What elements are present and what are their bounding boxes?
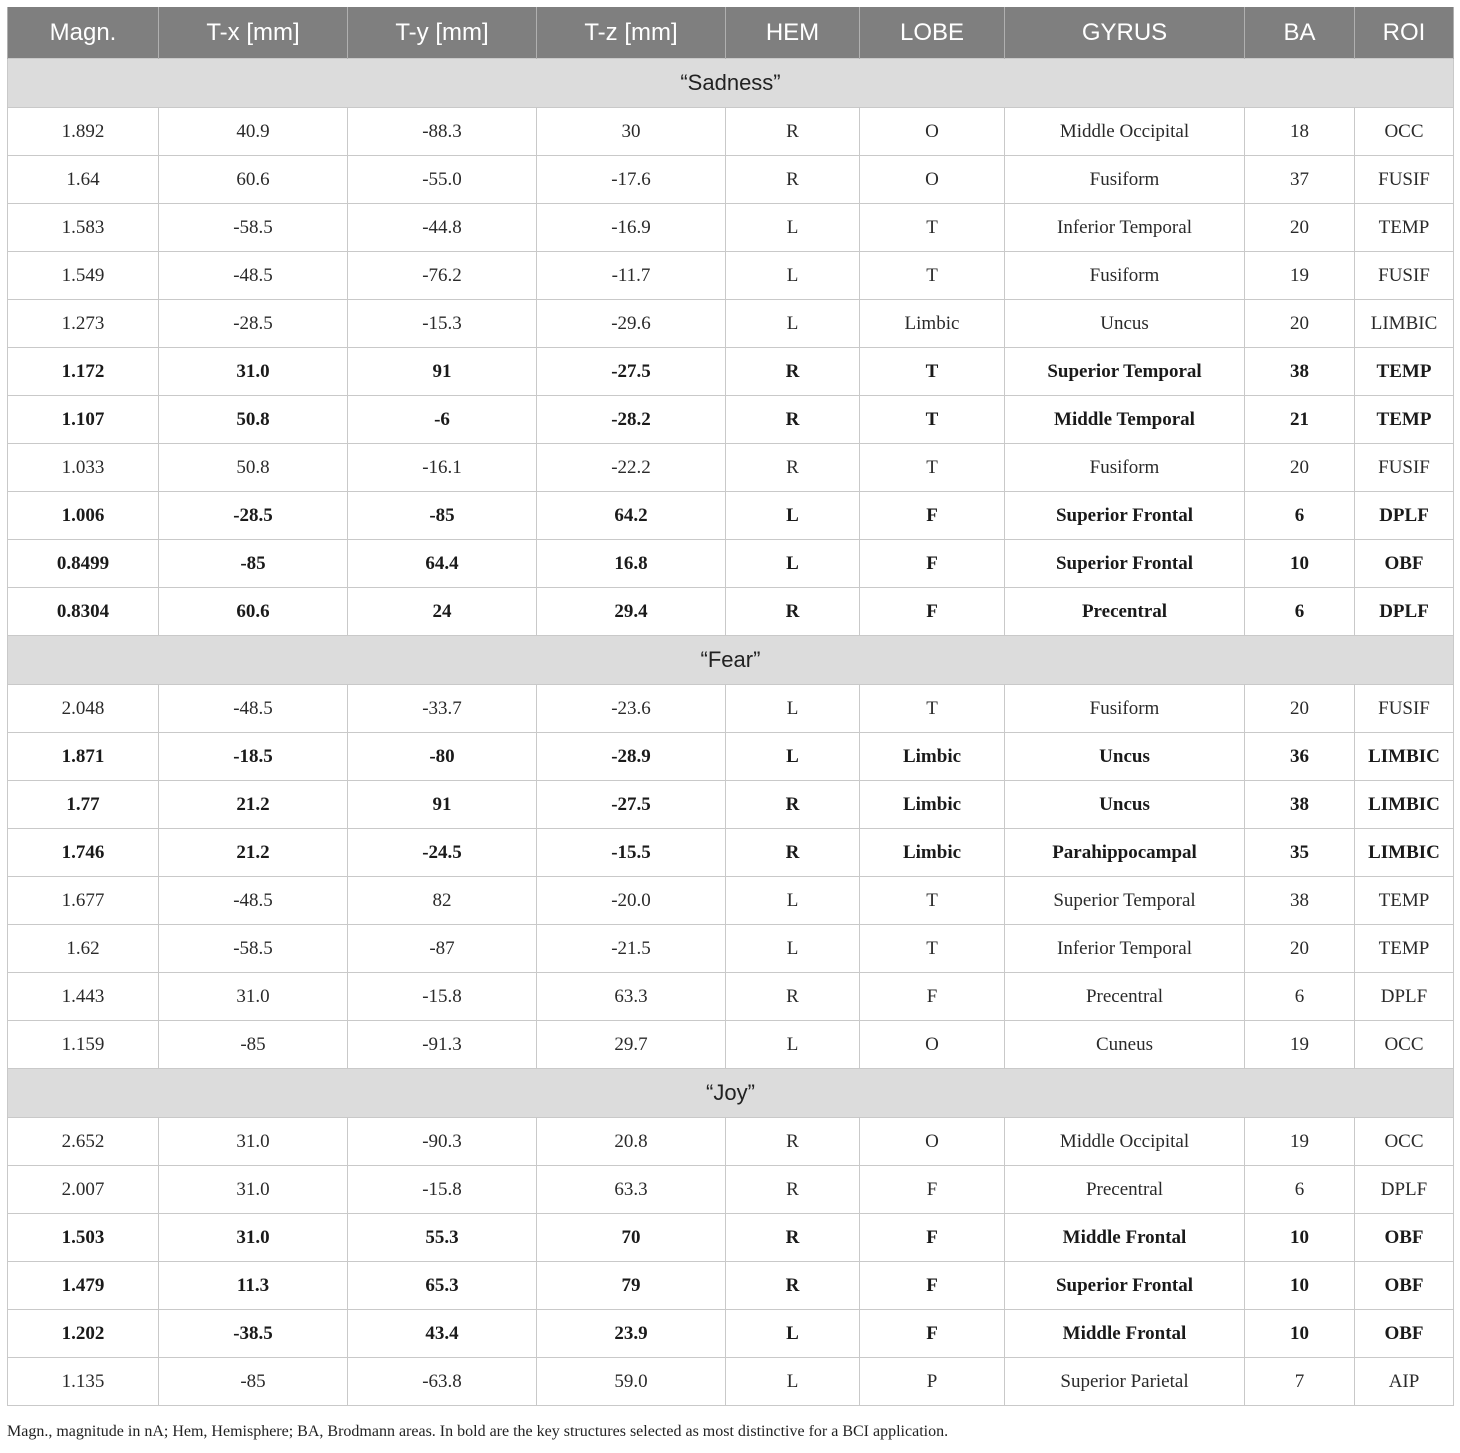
header-row (8, 7, 1454, 59)
table-cell: 65.3 (348, 1262, 537, 1310)
table-cell: 1.583 (8, 204, 159, 252)
table-cell: Middle Frontal (1005, 1214, 1245, 1262)
table-cell: 21.2 (159, 829, 348, 877)
column-header: Magn. (8, 7, 159, 59)
table-cell: -15.8 (348, 973, 537, 1021)
table-cell: 1.202 (8, 1310, 159, 1358)
table-cell: LIMBIC (1355, 300, 1454, 348)
table-row (8, 781, 1454, 829)
table-cell: -27.5 (537, 348, 726, 396)
table-cell: 1.159 (8, 1021, 159, 1069)
table-cell: 20 (1245, 300, 1355, 348)
table-cell: 64.4 (348, 540, 537, 588)
table-cell: -55.0 (348, 156, 537, 204)
table-cell: -21.5 (537, 925, 726, 973)
table-cell: Superior Frontal (1005, 1262, 1245, 1310)
table-cell: -76.2 (348, 252, 537, 300)
table-cell: Fusiform (1005, 685, 1245, 733)
table-cell: -91.3 (348, 1021, 537, 1069)
table-cell: 1.62 (8, 925, 159, 973)
table-cell: -23.6 (537, 685, 726, 733)
table-cell: Middle Temporal (1005, 396, 1245, 444)
table-cell: O (860, 108, 1005, 156)
table-cell: F (860, 540, 1005, 588)
table-row (8, 733, 1454, 781)
table-cell: Middle Frontal (1005, 1310, 1245, 1358)
column-header: T-x [mm] (159, 7, 348, 59)
table-cell: 1.64 (8, 156, 159, 204)
table-cell: 63.3 (537, 973, 726, 1021)
table-row (8, 1358, 1454, 1406)
table-cell: FUSIF (1355, 252, 1454, 300)
table-cell: 31.0 (159, 1166, 348, 1214)
table-cell: Middle Occipital (1005, 1118, 1245, 1166)
table-cell: DPLF (1355, 588, 1454, 636)
table-cell: 1.549 (8, 252, 159, 300)
table-row (8, 1166, 1454, 1214)
table-cell: O (860, 1118, 1005, 1166)
table-cell: 91 (348, 781, 537, 829)
table-cell: L (726, 204, 860, 252)
table-row (8, 540, 1454, 588)
table-cell: 23.9 (537, 1310, 726, 1358)
table-cell: Uncus (1005, 781, 1245, 829)
table-cell: Superior Temporal (1005, 348, 1245, 396)
table-cell: -28.5 (159, 492, 348, 540)
table-cell: L (726, 1310, 860, 1358)
table-cell: LIMBIC (1355, 829, 1454, 877)
table-row (8, 1118, 1454, 1166)
table-cell: Cuneus (1005, 1021, 1245, 1069)
table-cell: 1.107 (8, 396, 159, 444)
table-cell: 6 (1245, 588, 1355, 636)
table-cell: Limbic (860, 300, 1005, 348)
table-cell: F (860, 1166, 1005, 1214)
table-cell: 20.8 (537, 1118, 726, 1166)
table-cell: 19 (1245, 1021, 1355, 1069)
table-cell: OCC (1355, 108, 1454, 156)
table-cell: -85 (159, 1358, 348, 1406)
table-cell: OBF (1355, 540, 1454, 588)
table-cell: 29.4 (537, 588, 726, 636)
table-cell: -22.2 (537, 444, 726, 492)
table-cell: R (726, 156, 860, 204)
column-header: T-y [mm] (348, 7, 537, 59)
group-header-row (8, 1069, 1454, 1118)
table-cell: -28.2 (537, 396, 726, 444)
table-cell: L (726, 492, 860, 540)
table-cell: 10 (1245, 1262, 1355, 1310)
table-cell: 19 (1245, 1118, 1355, 1166)
table-cell: Superior Frontal (1005, 492, 1245, 540)
table-cell: L (726, 252, 860, 300)
table-cell: -6 (348, 396, 537, 444)
table-cell: -18.5 (159, 733, 348, 781)
table-cell: 2.007 (8, 1166, 159, 1214)
table-cell: Precentral (1005, 1166, 1245, 1214)
table-cell: R (726, 396, 860, 444)
table-cell: 1.746 (8, 829, 159, 877)
table-cell: 50.8 (159, 444, 348, 492)
table-cell: 40.9 (159, 108, 348, 156)
table-cell: 1.503 (8, 1214, 159, 1262)
table-cell: 1.479 (8, 1262, 159, 1310)
column-header: HEM (726, 7, 860, 59)
table-row (8, 973, 1454, 1021)
table-cell: 55.3 (348, 1214, 537, 1262)
table-cell: R (726, 348, 860, 396)
table-cell: R (726, 829, 860, 877)
table-row (8, 396, 1454, 444)
table-cell: Precentral (1005, 973, 1245, 1021)
table-cell: -24.5 (348, 829, 537, 877)
table-cell: L (726, 1358, 860, 1406)
table-cell: -63.8 (348, 1358, 537, 1406)
table-cell: 20 (1245, 925, 1355, 973)
table-cell: 20 (1245, 444, 1355, 492)
table-row (8, 348, 1454, 396)
group-label: “Joy” (8, 1069, 1454, 1118)
table-cell: F (860, 1214, 1005, 1262)
table-cell: LIMBIC (1355, 733, 1454, 781)
table-row (8, 1214, 1454, 1262)
table-cell: 21 (1245, 396, 1355, 444)
table-cell: 35 (1245, 829, 1355, 877)
table-cell: 20 (1245, 204, 1355, 252)
table-row (8, 108, 1454, 156)
table-cell: 37 (1245, 156, 1355, 204)
table-cell: 6 (1245, 1166, 1355, 1214)
table-cell: 64.2 (537, 492, 726, 540)
table-cell: TEMP (1355, 396, 1454, 444)
table-cell: DPLF (1355, 973, 1454, 1021)
table-cell: L (726, 877, 860, 925)
table-cell: Parahippocampal (1005, 829, 1245, 877)
table-cell: 10 (1245, 1310, 1355, 1358)
table-cell: Uncus (1005, 733, 1245, 781)
table-row (8, 829, 1454, 877)
table-cell: F (860, 588, 1005, 636)
source-localization-table (7, 7, 1454, 1406)
table-body (8, 59, 1454, 1406)
table-row (8, 444, 1454, 492)
group-header-row (8, 636, 1454, 685)
table-cell: 50.8 (159, 396, 348, 444)
table-cell: -27.5 (537, 781, 726, 829)
group-header-row (8, 59, 1454, 108)
table-cell: R (726, 1118, 860, 1166)
group-label: “Sadness” (8, 59, 1454, 108)
table-cell: 31.0 (159, 1118, 348, 1166)
table-cell: T (860, 925, 1005, 973)
table-row (8, 1262, 1454, 1310)
column-header: ROI (1355, 7, 1454, 59)
table-cell: T (860, 877, 1005, 925)
table-cell: 1.273 (8, 300, 159, 348)
table-cell: DPLF (1355, 1166, 1454, 1214)
table-row (8, 252, 1454, 300)
table-cell: FUSIF (1355, 685, 1454, 733)
table-cell: TEMP (1355, 925, 1454, 973)
table-row (8, 492, 1454, 540)
table-cell: 10 (1245, 1214, 1355, 1262)
table-cell: 43.4 (348, 1310, 537, 1358)
table-cell: 24 (348, 588, 537, 636)
table-cell: T (860, 396, 1005, 444)
table-footnote: Magn., magnitude in nA; Hem, Hemisphere; BA, Brodmann areas. In bold are the key structures selected as most distinctive for a BCI application. (7, 1423, 949, 1440)
table-row (8, 925, 1454, 973)
table-cell: 7 (1245, 1358, 1355, 1406)
table-cell: 31.0 (159, 973, 348, 1021)
table-cell: -15.3 (348, 300, 537, 348)
table-cell: 29.7 (537, 1021, 726, 1069)
table-cell: 36 (1245, 733, 1355, 781)
table-header (8, 7, 1454, 59)
table-cell: 59.0 (537, 1358, 726, 1406)
table-cell: Limbic (860, 829, 1005, 877)
table-cell: L (726, 925, 860, 973)
table-cell: 1.677 (8, 877, 159, 925)
table-row (8, 685, 1454, 733)
table-cell: 0.8499 (8, 540, 159, 588)
table-cell: -80 (348, 733, 537, 781)
table-cell: 31.0 (159, 1214, 348, 1262)
table-cell: L (726, 540, 860, 588)
table-cell: -48.5 (159, 877, 348, 925)
table-cell: 2.652 (8, 1118, 159, 1166)
table-cell: R (726, 781, 860, 829)
table-cell: OCC (1355, 1118, 1454, 1166)
table-cell: R (726, 108, 860, 156)
table-cell: O (860, 156, 1005, 204)
table-cell: LIMBIC (1355, 781, 1454, 829)
table-cell: -85 (348, 492, 537, 540)
table-cell: -28.9 (537, 733, 726, 781)
table-cell: 21.2 (159, 781, 348, 829)
table-cell: 1.443 (8, 973, 159, 1021)
table-cell: Inferior Temporal (1005, 204, 1245, 252)
column-header: LOBE (860, 7, 1005, 59)
table-cell: T (860, 348, 1005, 396)
table-cell: O (860, 1021, 1005, 1069)
table-cell: F (860, 973, 1005, 1021)
table-cell: R (726, 1214, 860, 1262)
table-cell: Superior Parietal (1005, 1358, 1245, 1406)
table-cell: 70 (537, 1214, 726, 1262)
table-cell: -38.5 (159, 1310, 348, 1358)
table-cell: 6 (1245, 973, 1355, 1021)
table-cell: 1.871 (8, 733, 159, 781)
table-cell: L (726, 685, 860, 733)
table-cell: -11.7 (537, 252, 726, 300)
table-cell: -15.5 (537, 829, 726, 877)
table-cell: -29.6 (537, 300, 726, 348)
table-cell: 91 (348, 348, 537, 396)
table-cell: Limbic (860, 781, 1005, 829)
table-cell: L (726, 300, 860, 348)
table-cell: -58.5 (159, 204, 348, 252)
table-cell: FUSIF (1355, 444, 1454, 492)
table-cell: 38 (1245, 877, 1355, 925)
table-cell: 38 (1245, 348, 1355, 396)
table-cell: -16.1 (348, 444, 537, 492)
table-cell: 1.77 (8, 781, 159, 829)
table-cell: F (860, 1262, 1005, 1310)
table-cell: R (726, 1166, 860, 1214)
table-cell: 18 (1245, 108, 1355, 156)
table-row (8, 588, 1454, 636)
table-row (8, 877, 1454, 925)
table-row (8, 156, 1454, 204)
table-cell: -44.8 (348, 204, 537, 252)
table-cell: 16.8 (537, 540, 726, 588)
table-cell: Uncus (1005, 300, 1245, 348)
table-cell: -15.8 (348, 1166, 537, 1214)
table-cell: 11.3 (159, 1262, 348, 1310)
table-cell: OBF (1355, 1310, 1454, 1358)
table-cell: Fusiform (1005, 252, 1245, 300)
table-cell: L (726, 733, 860, 781)
table-cell: TEMP (1355, 204, 1454, 252)
table-cell: TEMP (1355, 877, 1454, 925)
table-cell: 1.033 (8, 444, 159, 492)
table-cell: -88.3 (348, 108, 537, 156)
table-cell: T (860, 444, 1005, 492)
table-cell: 6 (1245, 492, 1355, 540)
table-cell: Fusiform (1005, 444, 1245, 492)
table-cell: -28.5 (159, 300, 348, 348)
table-row (8, 300, 1454, 348)
table-cell: 1.172 (8, 348, 159, 396)
table-cell: 2.048 (8, 685, 159, 733)
table-cell: 0.8304 (8, 588, 159, 636)
table-cell: R (726, 444, 860, 492)
table-cell: T (860, 685, 1005, 733)
table-cell: L (726, 1021, 860, 1069)
table-cell: -48.5 (159, 685, 348, 733)
table-cell: 82 (348, 877, 537, 925)
table-cell: 38 (1245, 781, 1355, 829)
table-cell: OBF (1355, 1214, 1454, 1262)
table-cell: T (860, 204, 1005, 252)
column-header: T-z [mm] (537, 7, 726, 59)
table-cell: Fusiform (1005, 156, 1245, 204)
table-cell: 31.0 (159, 348, 348, 396)
column-header: BA (1245, 7, 1355, 59)
table-cell: 60.6 (159, 588, 348, 636)
table-row (8, 1310, 1454, 1358)
table-cell: -85 (159, 540, 348, 588)
table-cell: 20 (1245, 685, 1355, 733)
table-cell: -16.9 (537, 204, 726, 252)
table-cell: -90.3 (348, 1118, 537, 1166)
table-cell: 1.135 (8, 1358, 159, 1406)
table-cell: 1.892 (8, 108, 159, 156)
table-cell: F (860, 1310, 1005, 1358)
table-cell: 79 (537, 1262, 726, 1310)
table-cell: Superior Frontal (1005, 540, 1245, 588)
table-cell: -17.6 (537, 156, 726, 204)
table-cell: AIP (1355, 1358, 1454, 1406)
table-cell: -87 (348, 925, 537, 973)
table-cell: R (726, 588, 860, 636)
table-cell: TEMP (1355, 348, 1454, 396)
group-label: “Fear” (8, 636, 1454, 685)
table-cell: -48.5 (159, 252, 348, 300)
table-row (8, 1021, 1454, 1069)
table-cell: Superior Temporal (1005, 877, 1245, 925)
table-cell: Precentral (1005, 588, 1245, 636)
table-cell: Middle Occipital (1005, 108, 1245, 156)
table-cell: Limbic (860, 733, 1005, 781)
table-cell: P (860, 1358, 1005, 1406)
table-cell: R (726, 1262, 860, 1310)
table-cell: Inferior Temporal (1005, 925, 1245, 973)
table-cell: -20.0 (537, 877, 726, 925)
table-row (8, 204, 1454, 252)
table-cell: F (860, 492, 1005, 540)
table-cell: FUSIF (1355, 156, 1454, 204)
table-cell: OBF (1355, 1262, 1454, 1310)
table-cell: 63.3 (537, 1166, 726, 1214)
table-cell: T (860, 252, 1005, 300)
table-cell: -58.5 (159, 925, 348, 973)
table-cell: OCC (1355, 1021, 1454, 1069)
table-cell: 60.6 (159, 156, 348, 204)
table-cell: -85 (159, 1021, 348, 1069)
table-cell: 10 (1245, 540, 1355, 588)
table-cell: -33.7 (348, 685, 537, 733)
table-cell: 1.006 (8, 492, 159, 540)
column-header: GYRUS (1005, 7, 1245, 59)
table-cell: 19 (1245, 252, 1355, 300)
table-cell: 30 (537, 108, 726, 156)
table-cell: R (726, 973, 860, 1021)
table-cell: DPLF (1355, 492, 1454, 540)
